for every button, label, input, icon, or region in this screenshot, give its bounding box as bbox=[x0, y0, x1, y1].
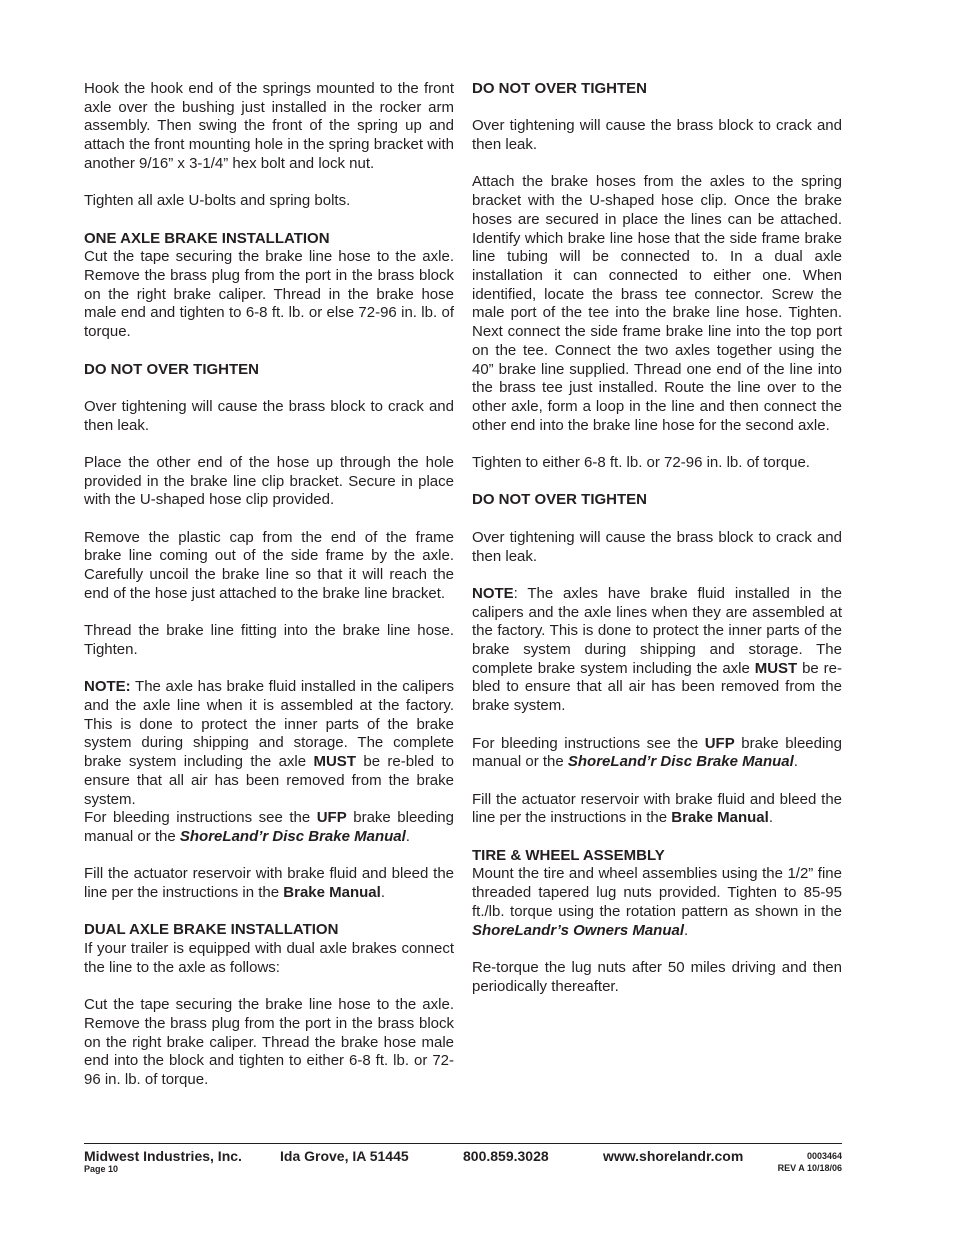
paragraph-front-spring: Hook the hook end of the springs mounted to the front axle over the bushing just installed in the rocker arm assembly. Then swing the front of the spring up and attach the front mounting hole in the spring bracket with another 9/16” x 3-1/4” hex bolt and lock nut. bbox=[84, 80, 454, 172]
brake-manual-emphasis: Brake Manual bbox=[283, 884, 381, 902]
note-label: NOTE bbox=[472, 584, 514, 602]
footer-address: Ida Grove, IA 51445 bbox=[280, 1148, 409, 1164]
paragraph-dual-axle-intro: If your trailer is equipped with dual axle brakes connect the line to the axle as follows: bbox=[84, 940, 454, 976]
note-label: NOTE: bbox=[84, 678, 131, 696]
paragraph-fill-reservoir: Fill the actuator reservoir with brake fluid and bleed the line per the instructions in the Brake Manual. bbox=[84, 865, 454, 902]
left-column bbox=[84, 80, 454, 1108]
must-emphasis: MUST bbox=[754, 659, 798, 677]
paragraph-tighten-ubolts: Tighten all axle U-bolts and spring bolts. bbox=[84, 192, 351, 210]
page-footer bbox=[84, 1148, 842, 1180]
paragraph-fill-reservoir: Fill the actuator reservoir with brake fluid and bleed the line per the instructions in the Brake Manual. bbox=[472, 790, 842, 827]
ufp-emphasis: UFP bbox=[704, 734, 735, 752]
paragraph-bleeding-instructions: For bleeding instructions see the UFP brake bleeding manual or the ShoreLand’r Disc Brake Manual. bbox=[472, 734, 842, 771]
heading-do-not-over-tighten: DO NOT OVER TIGHTEN bbox=[472, 80, 648, 97]
paragraph-torque: Tighten to either 6-8 ft. lb. or 72-96 in. lb. of torque. bbox=[472, 454, 810, 472]
footer-document-number: 0003464 bbox=[806, 1151, 842, 1161]
must-emphasis: MUST bbox=[313, 753, 356, 771]
footer-page-number: Page 10 bbox=[84, 1164, 119, 1174]
paragraph-one-axle-hose: Cut the tape securing the brake line hose to the axle. Remove the brass plug from the port in the brass block on the right brake caliper. Thread in the brake hose male end and tighten to 6-8 ft. lb. or else 72-96 in. lb. of torque. bbox=[84, 248, 454, 341]
paragraph-note: NOTE: The axles have brake fluid installed in the calipers and the axle lines when they are assembled at the factory. This is done to protect the inner parts of the brake system during shipping and storage. The complete brake system including the axle MUST be re-bled to ensure that all air has been removed from the brake system. bbox=[472, 584, 842, 715]
disc-brake-manual-title: ShoreLand’r Disc Brake Manual bbox=[179, 828, 406, 845]
paragraph-attach-hoses: Attach the brake hoses from the axles to the spring bracket with the U-shaped hose clip. Once the brake hoses are secured in place the lines can be attached. Identify which brake line hose that the side frame brake line tubing will be connected to. In a dual axle installation it can connected to either one. When identified, locate the brass tee connector. Screw the male port of the tee into the brake line hose. Tighten. Next connect the side frame brake line into the top port on the tee. Connect the two axles together using the 40” brake line supplied. Thread one end of the line into the brass tee just installed. Route the line over to the other axle, form a loop in the line and then connect the other end into the brake line hose for the second axle. bbox=[472, 173, 842, 434]
paragraph-remove-cap: Remove the plastic cap from the end of the frame brake line coming out of the side frame by the axle. Carefully uncoil the brake line so that it will reach the end of the hose just attached to the brake line bracket. bbox=[84, 528, 454, 602]
brake-manual-emphasis: Brake Manual bbox=[671, 809, 769, 827]
footer-revision: REV A 10/18/06 bbox=[777, 1163, 842, 1173]
footer-company: Midwest Industries, Inc. bbox=[84, 1148, 242, 1164]
paragraph-dual-axle-hose: Cut the tape securing the brake line hose to the axle. Remove the brass plug from the port in the brass block on the right brake caliper. Thread the brake hose male end into the block and tighten to either 6-8 ft. lb. or 72-96 in. lb. of torque. bbox=[84, 996, 454, 1089]
paragraph-mount-tires: Mount the tire and wheel assemblies using the 1/2” fine threaded tapered lug nuts provided. Tighten to 85-95 ft./lb. torque using the rotation pattern as shown in the ShoreLandr’s Owners Manual. bbox=[472, 865, 842, 939]
heading-do-not-over-tighten: DO NOT OVER TIGHTEN bbox=[472, 491, 648, 509]
heading-dual-axle-brake: DUAL AXLE BRAKE INSTALLATION bbox=[84, 921, 339, 939]
ufp-emphasis: UFP bbox=[316, 809, 347, 827]
paragraph-bleeding-instructions: For bleeding instructions see the UFP brake bleeding manual or the ShoreLand’r Disc Brake Manual. bbox=[84, 809, 454, 845]
heading-do-not-over-tighten: DO NOT OVER TIGHTEN bbox=[84, 360, 260, 378]
paragraph-over-tightening-warning: Over tightening will cause the brass block to crack and then leak. bbox=[472, 528, 842, 565]
paragraph-note: NOTE: The axle has brake fluid installed in the calipers and the axle line when it is assembled at the factory. This is done to protect the inner parts of the brake system during shipping and storage. The complete brake system including the axle MUST be re-bled to ensure that all air has been removed from the brake system. bbox=[84, 678, 454, 808]
right-column bbox=[472, 80, 842, 1015]
paragraph-hose-clip: Place the other end of the hose up through the hole provided in the brake line clip bracket. Secure in place with the U-shaped hose clip provided. bbox=[84, 453, 454, 509]
owners-manual-title: ShoreLandr’s Owners Manual bbox=[472, 921, 684, 939]
disc-brake-manual-title: ShoreLand’r Disc Brake Manual bbox=[567, 753, 794, 771]
paragraph-retorque: Re-torque the lug nuts after 50 miles driving and then periodically thereafter. bbox=[472, 958, 842, 995]
heading-one-axle-brake: ONE AXLE BRAKE INSTALLATION bbox=[84, 229, 330, 247]
paragraph-over-tightening-warning: Over tightening will cause the brass block to crack and then leak. bbox=[84, 397, 454, 434]
heading-tire-wheel-assembly: TIRE & WHEEL ASSEMBLY bbox=[472, 846, 665, 864]
footer-divider bbox=[84, 1143, 842, 1144]
footer-website: www.shorelandr.com bbox=[603, 1148, 744, 1164]
paragraph-thread-fitting: Thread the brake line fitting into the brake line hose. Tighten. bbox=[84, 622, 454, 658]
paragraph-over-tightening-warning: Over tightening will cause the brass block to crack and then leak. bbox=[472, 117, 842, 154]
footer-phone: 800.859.3028 bbox=[463, 1148, 549, 1164]
